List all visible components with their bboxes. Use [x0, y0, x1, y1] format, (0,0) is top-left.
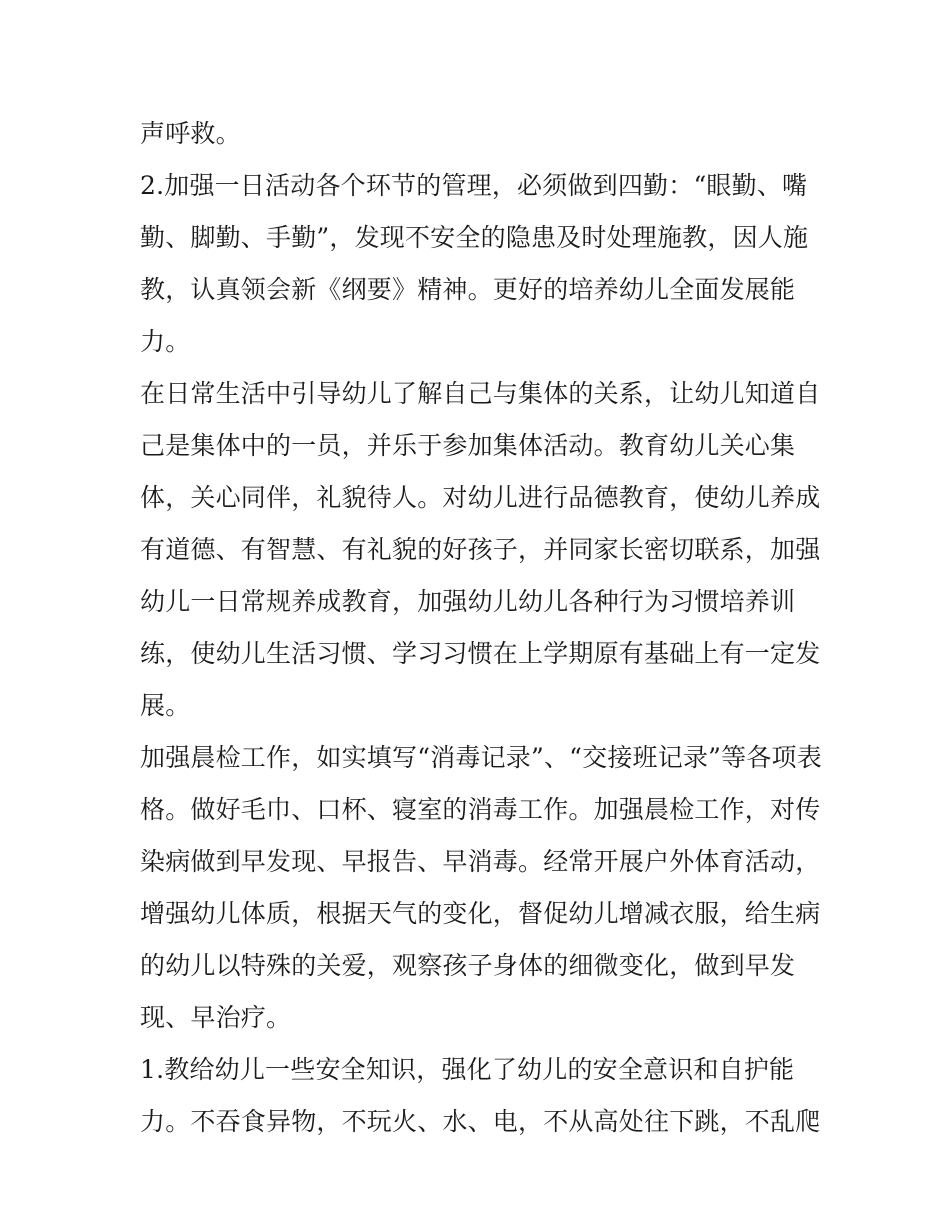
text-line: 力。: [140, 327, 191, 356]
text-line: 幼儿一日常规养成教育，加强幼儿幼儿各种行为习惯培养训: [140, 587, 796, 616]
text-line: 力。不吞食异物，不玩火、水、电，不从高处往下跳，不乱爬: [140, 1107, 821, 1136]
text-line: 的幼儿以特殊的关爱，观察孩子身体的细微变化，做到早发: [140, 951, 796, 980]
text-line: 格。做好毛巾、口杯、寝室的消毒工作。加强晨检工作，对传: [140, 795, 821, 824]
text-line: 勤、脚勤、手勤”，发现不安全的隐患及时处理施教，因人施: [140, 223, 809, 252]
text-line: 2.加强一日活动各个环节的管理，必须做到四勤：“眼勤、嘴: [140, 171, 808, 200]
text-line: 有道德、有智慧、有礼貌的好孩子，并同家长密切联系，加强: [140, 535, 821, 564]
text-line: 现、早治疗。: [140, 1003, 292, 1032]
text-line: 体，关心同伴，礼貌待人。对幼儿进行品德教育，使幼儿养成: [140, 483, 821, 512]
text-line: 染病做到早发现、早报告、早消毒。经常开展户外体育活动，: [140, 847, 821, 876]
text-line: 练，使幼儿生活习惯、学习习惯在上学期原有基础上有一定发: [140, 639, 821, 668]
text-line: 声呼救。: [140, 119, 241, 148]
text-line: 己是集体中的一员，并乐于参加集体活动。教育幼儿关心集: [140, 431, 796, 460]
text-line: 展。: [140, 691, 191, 720]
text-line: 加强晨检工作，如实填写“消毒记录”、“交接班记录”等各项表: [140, 743, 822, 772]
document-body: [140, 108, 820, 1148]
text-line: 在日常生活中引导幼儿了解自己与集体的关系，让幼儿知道自: [140, 379, 821, 408]
text-line: 1.教给幼儿一些安全知识，强化了幼儿的安全意识和自护能: [140, 1055, 795, 1084]
text-line: 教，认真领会新《纲要》精神。更好的培养幼儿全面发展能: [140, 275, 796, 304]
text-line: 增强幼儿体质，根据天气的变化，督促幼儿增减衣服，给生病: [140, 899, 821, 928]
